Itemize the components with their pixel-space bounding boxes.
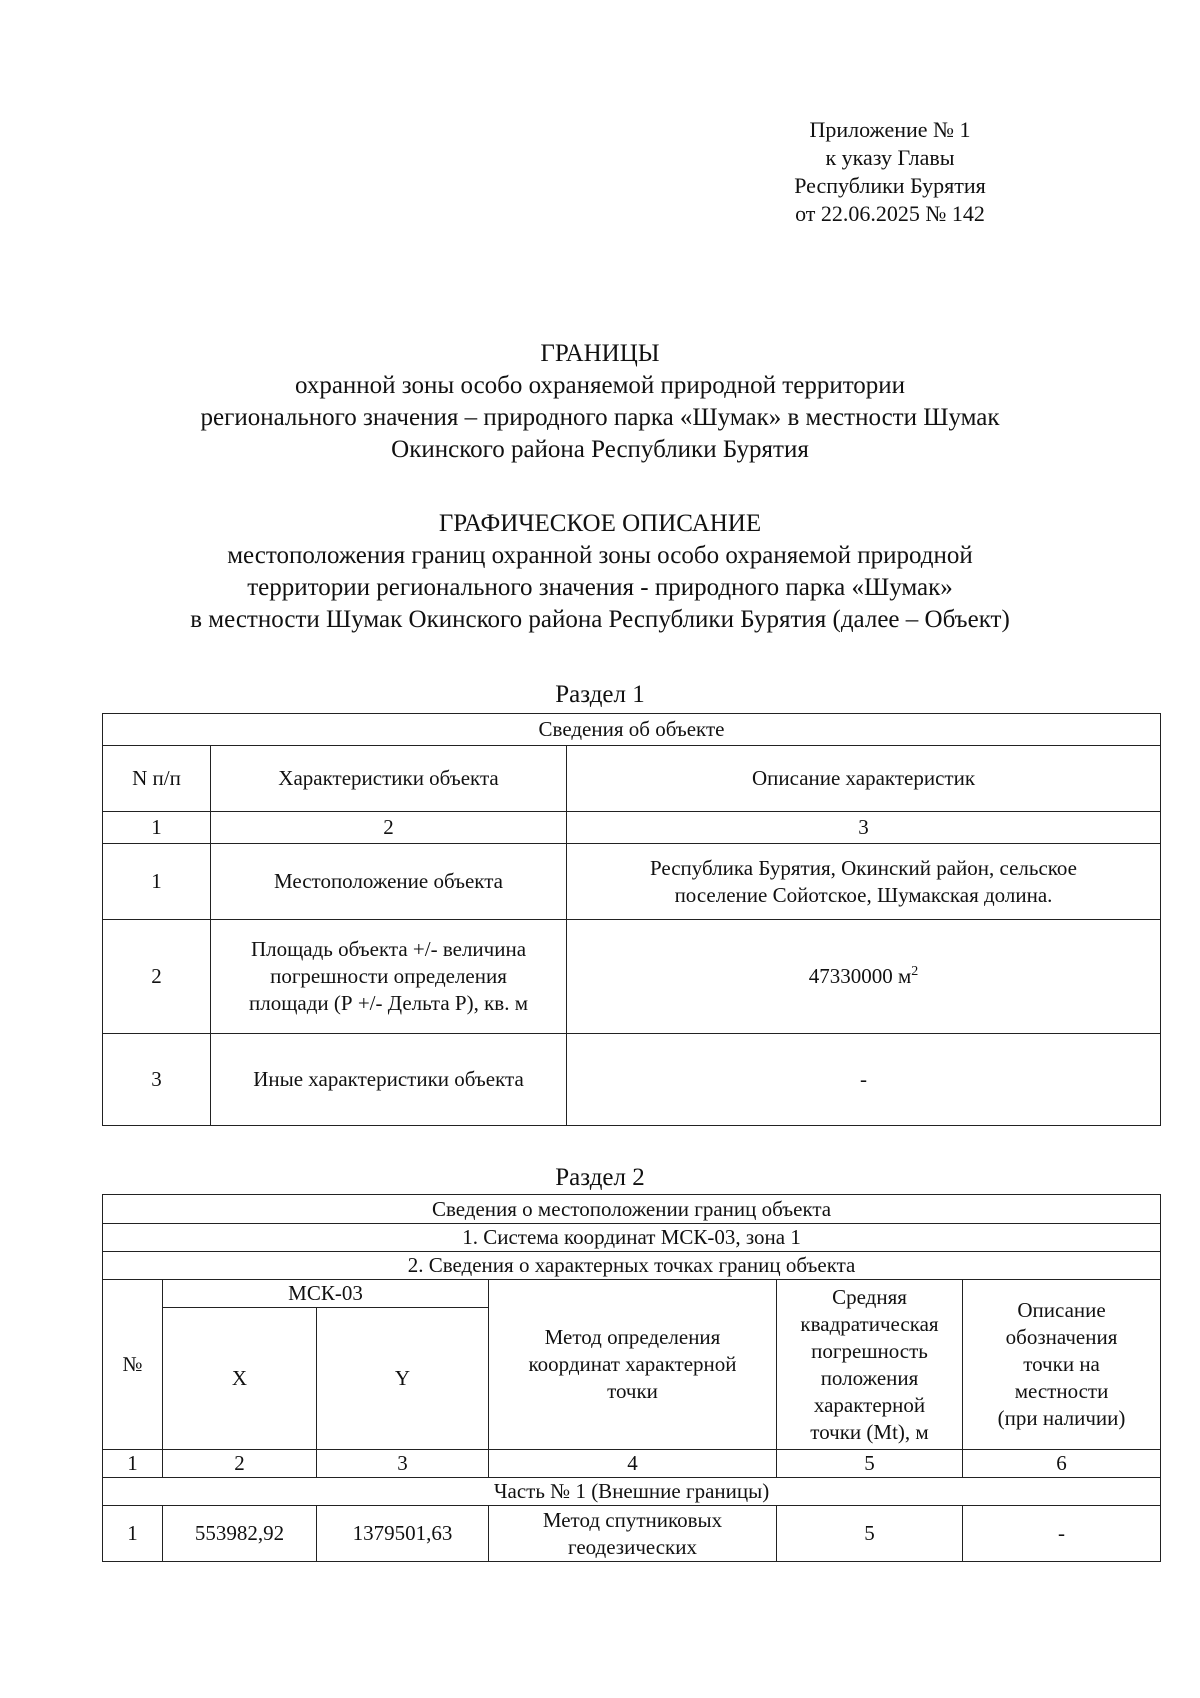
header-line: местности bbox=[1014, 1379, 1109, 1403]
appendix-note bbox=[760, 116, 1020, 228]
value-line: Республика Бурятия, Окинский район, сельское bbox=[649, 855, 1077, 880]
table-caption: Сведения об объекте bbox=[103, 714, 1161, 746]
boundary-points-table bbox=[102, 1194, 1161, 1562]
point-y: 1379501,63 bbox=[317, 1506, 489, 1562]
name-line: площади (Р +/- Дельта Р), кв. м bbox=[249, 991, 528, 1015]
column-number: 3 bbox=[317, 1450, 489, 1478]
heading-title: ГРАНИЦЫ bbox=[540, 340, 660, 367]
header-description bbox=[963, 1280, 1161, 1450]
column-number: 5 bbox=[777, 1450, 963, 1478]
point-method bbox=[489, 1506, 777, 1562]
header-x: X bbox=[163, 1308, 317, 1450]
table-header-row bbox=[103, 746, 1161, 812]
method-line: Метод спутниковых bbox=[542, 1507, 723, 1532]
header-line: точки на bbox=[1023, 1352, 1100, 1376]
row-number: 3 bbox=[103, 1034, 211, 1126]
point-number: 1 bbox=[103, 1506, 163, 1562]
name-line: погрешности определения bbox=[270, 964, 507, 988]
column-number: 4 bbox=[489, 1450, 777, 1478]
document-heading bbox=[100, 338, 1100, 466]
area-unit-superscript: 2 bbox=[911, 964, 919, 979]
points-caption-row: 2. Сведения о характерных точках границ объекта bbox=[103, 1252, 1161, 1280]
row-number: 2 bbox=[103, 920, 211, 1034]
table-row bbox=[103, 920, 1161, 1034]
appendix-line: Республики Бурятия bbox=[794, 173, 986, 198]
header-line: точки (Mt), м bbox=[810, 1419, 929, 1444]
row-number: 1 bbox=[103, 844, 211, 920]
appendix-line: к указу Главы bbox=[825, 145, 955, 170]
header-line: характерной bbox=[813, 1392, 926, 1417]
characteristic-value: - bbox=[567, 1034, 1161, 1126]
graphic-line: территории регионального значения - природного парка «Шумак» bbox=[247, 574, 953, 601]
table-row bbox=[103, 1034, 1161, 1126]
heading-line: охранной зоны особо охраняемой природной территории bbox=[294, 372, 906, 399]
characteristic-name: Местоположение объекта bbox=[211, 844, 567, 920]
characteristic-name bbox=[211, 920, 567, 1034]
coordinate-system-row: 1. Система координат МСК-03, зона 1 bbox=[103, 1224, 1161, 1252]
graphic-title: ГРАФИЧЕСКОЕ ОПИСАНИЕ bbox=[438, 510, 762, 537]
table-header-row bbox=[103, 1280, 1161, 1308]
point-x: 553982,92 bbox=[163, 1506, 317, 1562]
table-caption: Сведения о местоположении границ объекта bbox=[103, 1195, 1161, 1224]
header-error bbox=[777, 1280, 963, 1450]
header-line: координат характерной bbox=[528, 1352, 737, 1376]
appendix-line: Приложение № 1 bbox=[809, 117, 971, 142]
column-number: 2 bbox=[211, 812, 567, 844]
column-number: 1 bbox=[103, 812, 211, 844]
point-description: - bbox=[963, 1506, 1161, 1562]
header-cell: N п/п bbox=[103, 746, 211, 812]
column-number: 3 bbox=[567, 812, 1161, 844]
header-line: положения bbox=[820, 1365, 919, 1390]
characteristic-value bbox=[567, 844, 1161, 920]
header-msk: МСК-03 bbox=[163, 1280, 489, 1308]
section1-title: Раздел 1 bbox=[555, 681, 645, 708]
column-number-row bbox=[103, 1450, 1161, 1478]
column-number: 6 bbox=[963, 1450, 1161, 1478]
header-line: Описание bbox=[1017, 1298, 1106, 1322]
heading-line: Окинского района Республики Бурятия bbox=[391, 436, 809, 463]
header-number: № bbox=[103, 1280, 163, 1450]
header-method bbox=[489, 1280, 777, 1450]
characteristic-value bbox=[567, 920, 1161, 1034]
section2-title: Раздел 2 bbox=[555, 1164, 645, 1191]
graphic-description-heading bbox=[100, 508, 1100, 636]
graphic-line: местоположения границ охранной зоны особо охраняемой природной bbox=[227, 542, 973, 569]
object-info-table bbox=[102, 713, 1161, 1126]
header-y: Y bbox=[317, 1308, 489, 1450]
name-line: Площадь объекта +/- величина bbox=[250, 937, 527, 961]
header-line: квадратическая bbox=[800, 1311, 939, 1336]
method-line: геодезических bbox=[567, 1534, 697, 1559]
table-row bbox=[103, 844, 1161, 920]
header-line: Метод определения bbox=[544, 1325, 721, 1349]
table-row bbox=[103, 1506, 1161, 1562]
header-line: погрешность bbox=[811, 1338, 928, 1363]
point-error: 5 bbox=[777, 1506, 963, 1562]
appendix-line: от 22.06.2025 № 142 bbox=[795, 201, 985, 226]
area-value: 47330000 м bbox=[808, 964, 912, 988]
graphic-line: в местности Шумак Окинского района Республики Бурятия (далее – Объект) bbox=[190, 606, 1010, 633]
column-number-row bbox=[103, 812, 1161, 844]
header-line: (при наличии) bbox=[997, 1406, 1126, 1430]
column-number: 2 bbox=[163, 1450, 317, 1478]
header-line: Средняя bbox=[832, 1284, 907, 1309]
header-cell: Характеристики объекта bbox=[211, 746, 567, 812]
header-line: обозначения bbox=[1005, 1325, 1118, 1349]
heading-line: регионального значения – природного парка «Шумак» в местности Шумак bbox=[200, 404, 1000, 431]
value-line: поселение Сойотское, Шумакская долина. bbox=[674, 882, 1053, 907]
characteristic-name: Иные характеристики объекта bbox=[211, 1034, 567, 1126]
header-cell: Описание характеристик bbox=[567, 746, 1161, 812]
part-row: Часть № 1 (Внешние границы) bbox=[103, 1478, 1161, 1506]
column-number: 1 bbox=[103, 1450, 163, 1478]
header-line: точки bbox=[607, 1379, 658, 1403]
